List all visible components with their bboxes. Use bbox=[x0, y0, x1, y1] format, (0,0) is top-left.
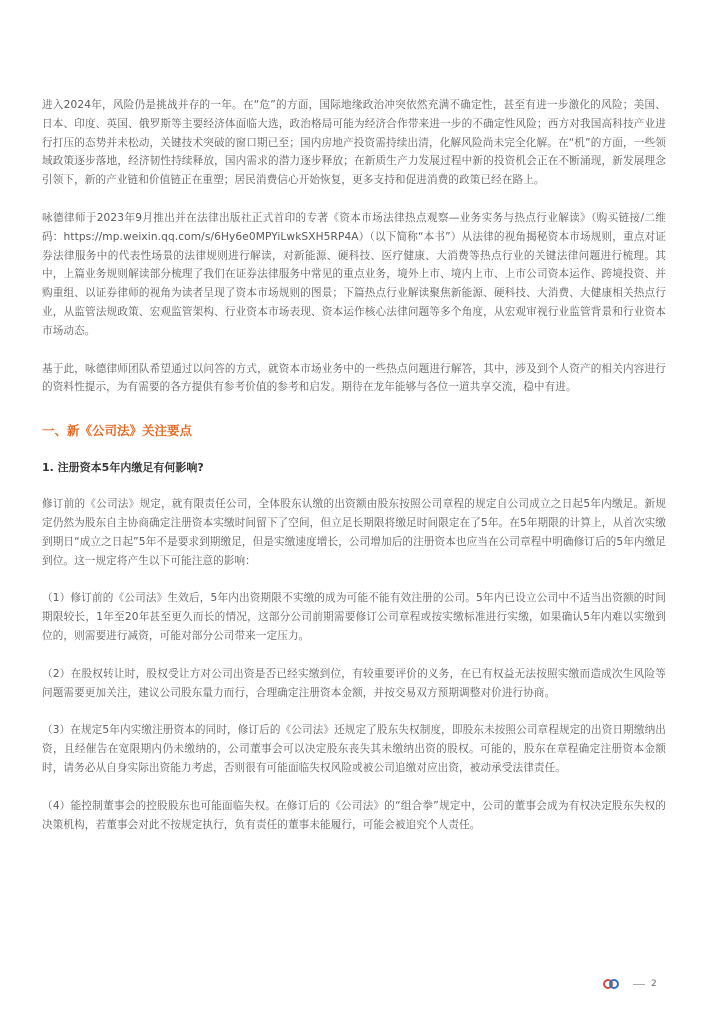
section-heading: 一、新《公司法》关注要点 bbox=[42, 423, 193, 439]
point-1-paragraph: （1）修订前的《公司法》生效后，5年内出资期限不实缴的成为可能不能有效注册的公司。5年内已设立公司中不适当出资额的时间期限较长，1年至20年甚至更久而长的情况，这部分公司前期需要修订公司章程或按实缴标准进行实缴，如果确认5年内难以实缴到位的，则需要进行减资，可能对部分公司带来一定压力。 bbox=[42, 592, 666, 642]
intro-paragraph: 进入2024年，风险仍是挑战并存的一年。在“危”的方面，国际地缘政治冲突依然充满不确定性，甚至有进一步激化的风险；美国、日本、印度、英国、俄罗斯等主要经济体面临大选，政治格局可能为经济合作带来进一步的不确定性风险；西方对我国高科技产业进行打压的态势并未松动，关键技术突破的窗口期已至；国内房地产投资需持续出清，化解风险尚未完全化解。在“机”的方面，一些领域政策逐步落地，经济韧性持续释放，国内需求的潜力逐步释放；在新质生产力发展过程中新的投资机会正在不断涌现，新发展理念引领下，新的产业链和价值链正在重塑；居民消费信心开始恢复，更多支持和促进消费的政策已经在路上。 bbox=[42, 99, 666, 187]
book-intro-paragraph: 咏德律师于2023年9月推出并在法律出版社正式首印的专著《资本市场法律热点观察—业务实务与热点行业解读》（购买链接/二维码：https://mp.weixin.qq.com/s/6Hy6e0MPYiLwkSXH5RP4A）（以下简称“本书”）从法律的视角揭秘资本市场规则，重点对证券法律服务中的代表性场景的法律规则进行解读，对新能源、硬科技、医疗健康、大消费等热点行业的关键法律问题进行梳理。其中，上篇业务规则解读部分梳理了我们在证券法律服务中常见的重点业务，境外上市、境内上市、上市公司资本运作、跨境投资、并购重组、以证券律师的视角为读者呈现了资本市场规则的图景；下篇热点行业解读聚焦新能源、硬科技、大消费、大健康相关热点行业，从监管法规政策、宏观监管架构、行业资本市场表现、资本运作核心法律问题等多个角度，从宏观审视行业监管背景和行业资本市场动态。 bbox=[42, 211, 666, 337]
question-heading: 1. 注册资本5年内缴足有何影响? bbox=[42, 461, 204, 475]
point-4-paragraph: （4）能控制董事会的控股股东也可能面临失权。在修订后的《公司法》的“组合拳”规定中，公司的董事会成为有权决定股东失权的决策机构，若董事会对此不按规定执行，负有责任的董事未能履行，可能会被追究个人责任。 bbox=[42, 799, 666, 831]
document-body bbox=[42, 96, 666, 853]
page-number: 2 bbox=[651, 979, 657, 989]
point-3-paragraph: （3）在规定5年内实缴注册资本的同时，修订后的《公司法》还规定了股东失权制度，即股东未按照公司章程规定的出资日期缴纳出资，且经催告在宽限期内仍未缴纳的，公司董事会可以决定股东丧失其未缴纳出资的股权。可能的，股东在章程确定注册资本金额时，请务必从自身实际出资能力考虑，否则很有可能面临失权风险或被公司追缴对应出资，被动承受法律责任。 bbox=[42, 724, 666, 774]
page-footer bbox=[603, 978, 657, 990]
logo-ring-blue bbox=[609, 979, 619, 989]
firm-logo-icon bbox=[603, 978, 625, 990]
point-2-paragraph: （2）在股权转让时，股权受让方对公司出资是否已经实缴到位，有较重要评价的义务，在已有权益无法按照实缴而造成次生风险等问题需要更加关注，建议公司股东量力而行，合理确定注册资本金额，并按交易双方预期调整对价进行协商。 bbox=[42, 667, 666, 699]
footer-divider bbox=[633, 984, 645, 985]
purpose-paragraph: 基于此，咏德律师团队希望通过以问答的方式，就资本市场业务中的一些热点问题进行解答，其中，涉及到个人资产的相关内容进行的资料性提示，为有需要的各方提供有参考价值的参考和启发。期待在龙年能够与各位一道共享交流，稳中有进。 bbox=[42, 362, 666, 394]
answer-paragraph: 修订前的《公司法》规定，就有限责任公司，全体股东认缴的出资额由股东按照公司章程的规定自公司成立之日起5年内缴足。新规定仍然为股东自主协商确定注册资本实缴时间留下了空间，但立足长期限将缴足时间限定在了5年。在5年期限的计算上，从首次实缴到期日“成立之日起”5年不是要求到期缴足，但是实缴速度增长，公司增加后的注册资本也应当在公司章程中明确修订后的5年内缴足到位。这一规定将产生以下可能注意的影响： bbox=[42, 498, 666, 567]
